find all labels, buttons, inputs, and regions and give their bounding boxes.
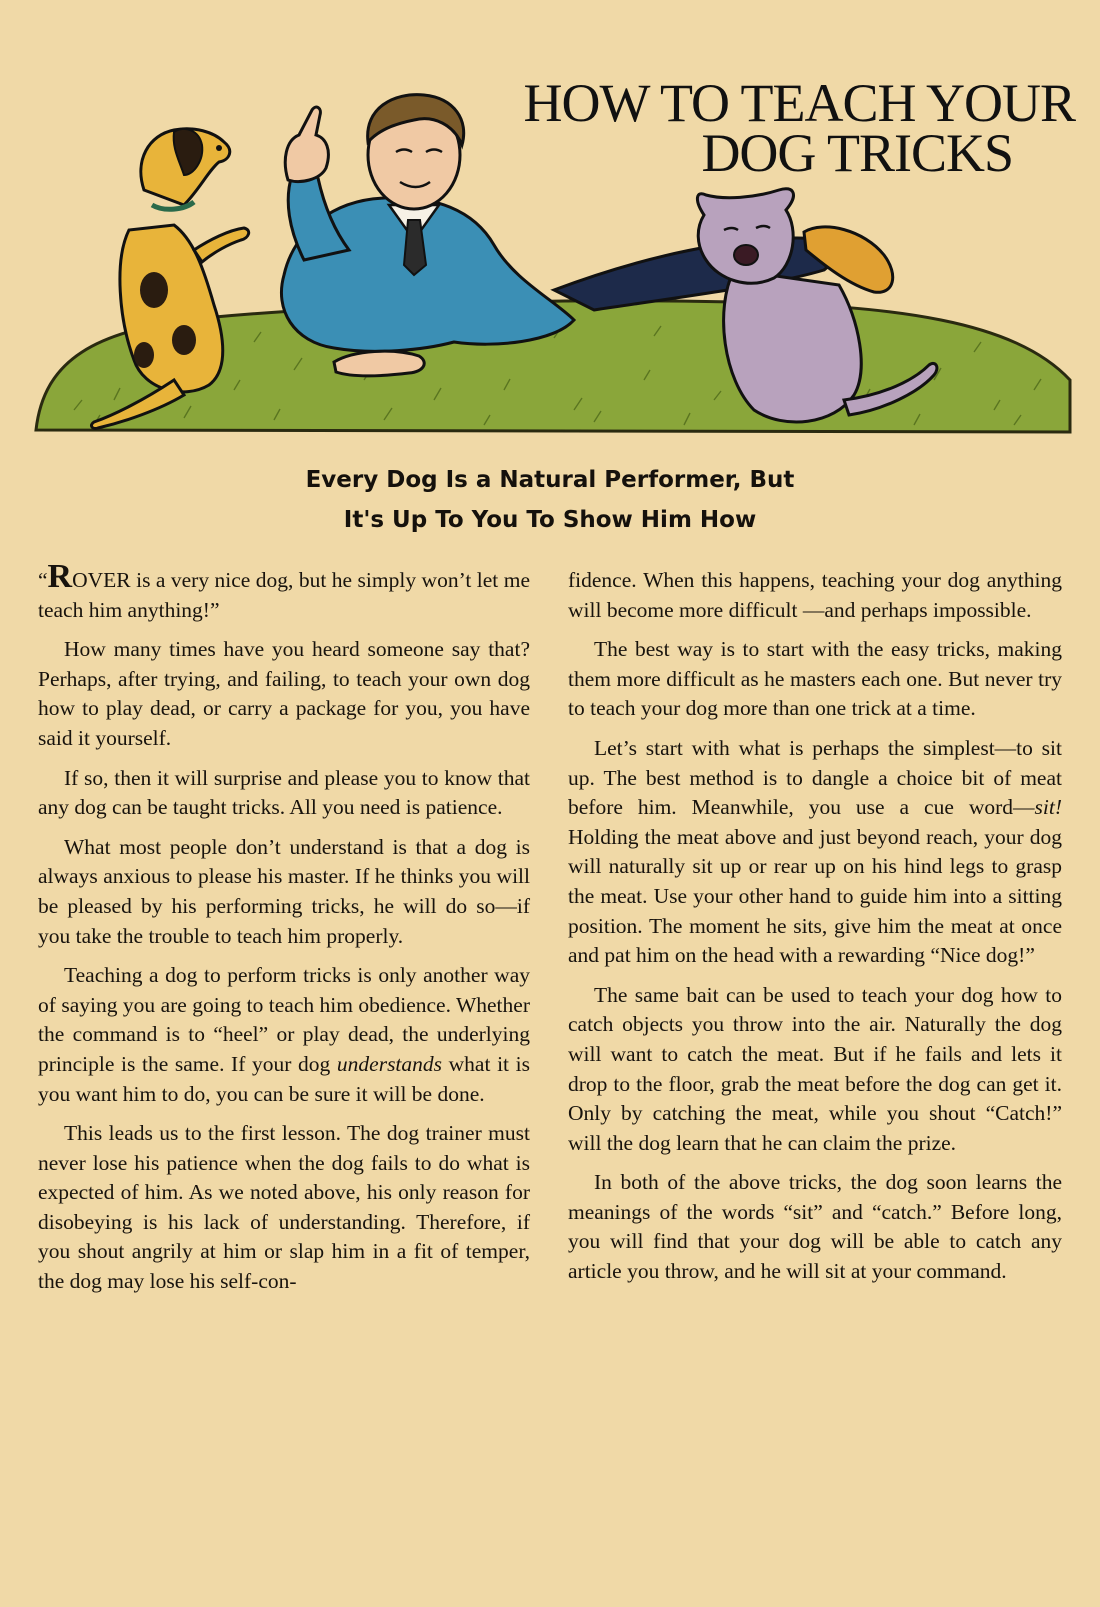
article-column-left xyxy=(38,558,530,1307)
man-lower-hand xyxy=(334,351,424,376)
paragraph: How many times have you heard someone say that? Perhaps, after trying, and failing, to teach your own dog how to play dead, or carry a package for you, you have said it yourself. xyxy=(38,637,530,750)
paragraph: The same bait can be used to teach your dog how to catch objects you throw into the air. Naturally the dog will want to catch the meat. But if he fails and lets it drop to the floor, grab the meat before the dog can get it. Only by catching the meat, while you shout “Catch!” will the dog learn that he can claim the prize. xyxy=(568,982,1062,1155)
paragraph: “ROVER is a very nice dog, but he simply won’t let me teach him anything!” xyxy=(38,558,530,622)
title-line-2: DOG TRICKS xyxy=(701,123,1013,183)
paragraph: Let’s start with what is perhaps the simplest—to sit up. The best method is to dangle a choice bit of meat before him. Meanwhile, you use a cue word—sit! Holding the meat above and just beyond reach, your dog will naturally sit up or rear up on his hind legs to grasp the meat. Use your other hand to guide him into a sitting position. The moment he sits, give him the meat at once and pat him on the head with a rewarding “Nice dog!” xyxy=(568,735,1062,968)
paragraph: The best way is to start with the easy tricks, making them more difficult as he masters each one. But never try to teach your dog more than one trick at a time. xyxy=(568,637,1062,721)
title-line-1: HOW TO TEACH YOUR xyxy=(523,73,1075,133)
cat-head xyxy=(697,189,793,283)
paragraph: This leads us to the first lesson. The dog trainer must never lose his patience when the dog fails to do what is expected of him. As we noted above, his only reason for disobeying is his lack of understanding. Therefore, if you shout angrily at him or slap him in a fit of temper, the dog may lose his self-con- xyxy=(38,1121,530,1294)
paragraph: What most people don’t understand is that a dog is always anxious to please his master. If he thinks you will be pleased by his performing tricks, he will do so—if you take the trouble to teach him properly. xyxy=(38,834,530,948)
subtitle-line-1: Every Dog Is a Natural Performer, But xyxy=(305,467,795,493)
paragraph: In both of the above tricks, the dog soon learns the meanings of the words “sit” and “catch.” Before long, you will find that your dog will be able to catch any article you throw, and he will sit at your command. xyxy=(568,1170,1062,1284)
paragraph: Teaching a dog to perform tricks is only another way of saying you are going to teach him obedience. Whether the command is to “heel” or play dead, the underlying principle is the same. If your dog understands what it is you want him to do, you can be sure it will be done. xyxy=(38,963,530,1106)
subtitle-line-2: It's Up To You To Show Him How xyxy=(343,507,757,533)
drop-cap: R xyxy=(47,558,73,595)
article-subtitle xyxy=(0,460,1100,540)
man-raised-hand xyxy=(285,107,328,181)
article-title xyxy=(455,73,1075,183)
article-column-right xyxy=(568,566,1062,1297)
dog-front-legs xyxy=(194,228,249,262)
cat-body xyxy=(724,270,862,422)
paragraph: fidence. When this happens, teaching your dog anything will become more difficult —and perhaps impossible. xyxy=(568,568,1062,622)
paragraph: If so, then it will surprise and please you to know that any dog can be taught tricks. All you need is patience. xyxy=(38,765,530,820)
